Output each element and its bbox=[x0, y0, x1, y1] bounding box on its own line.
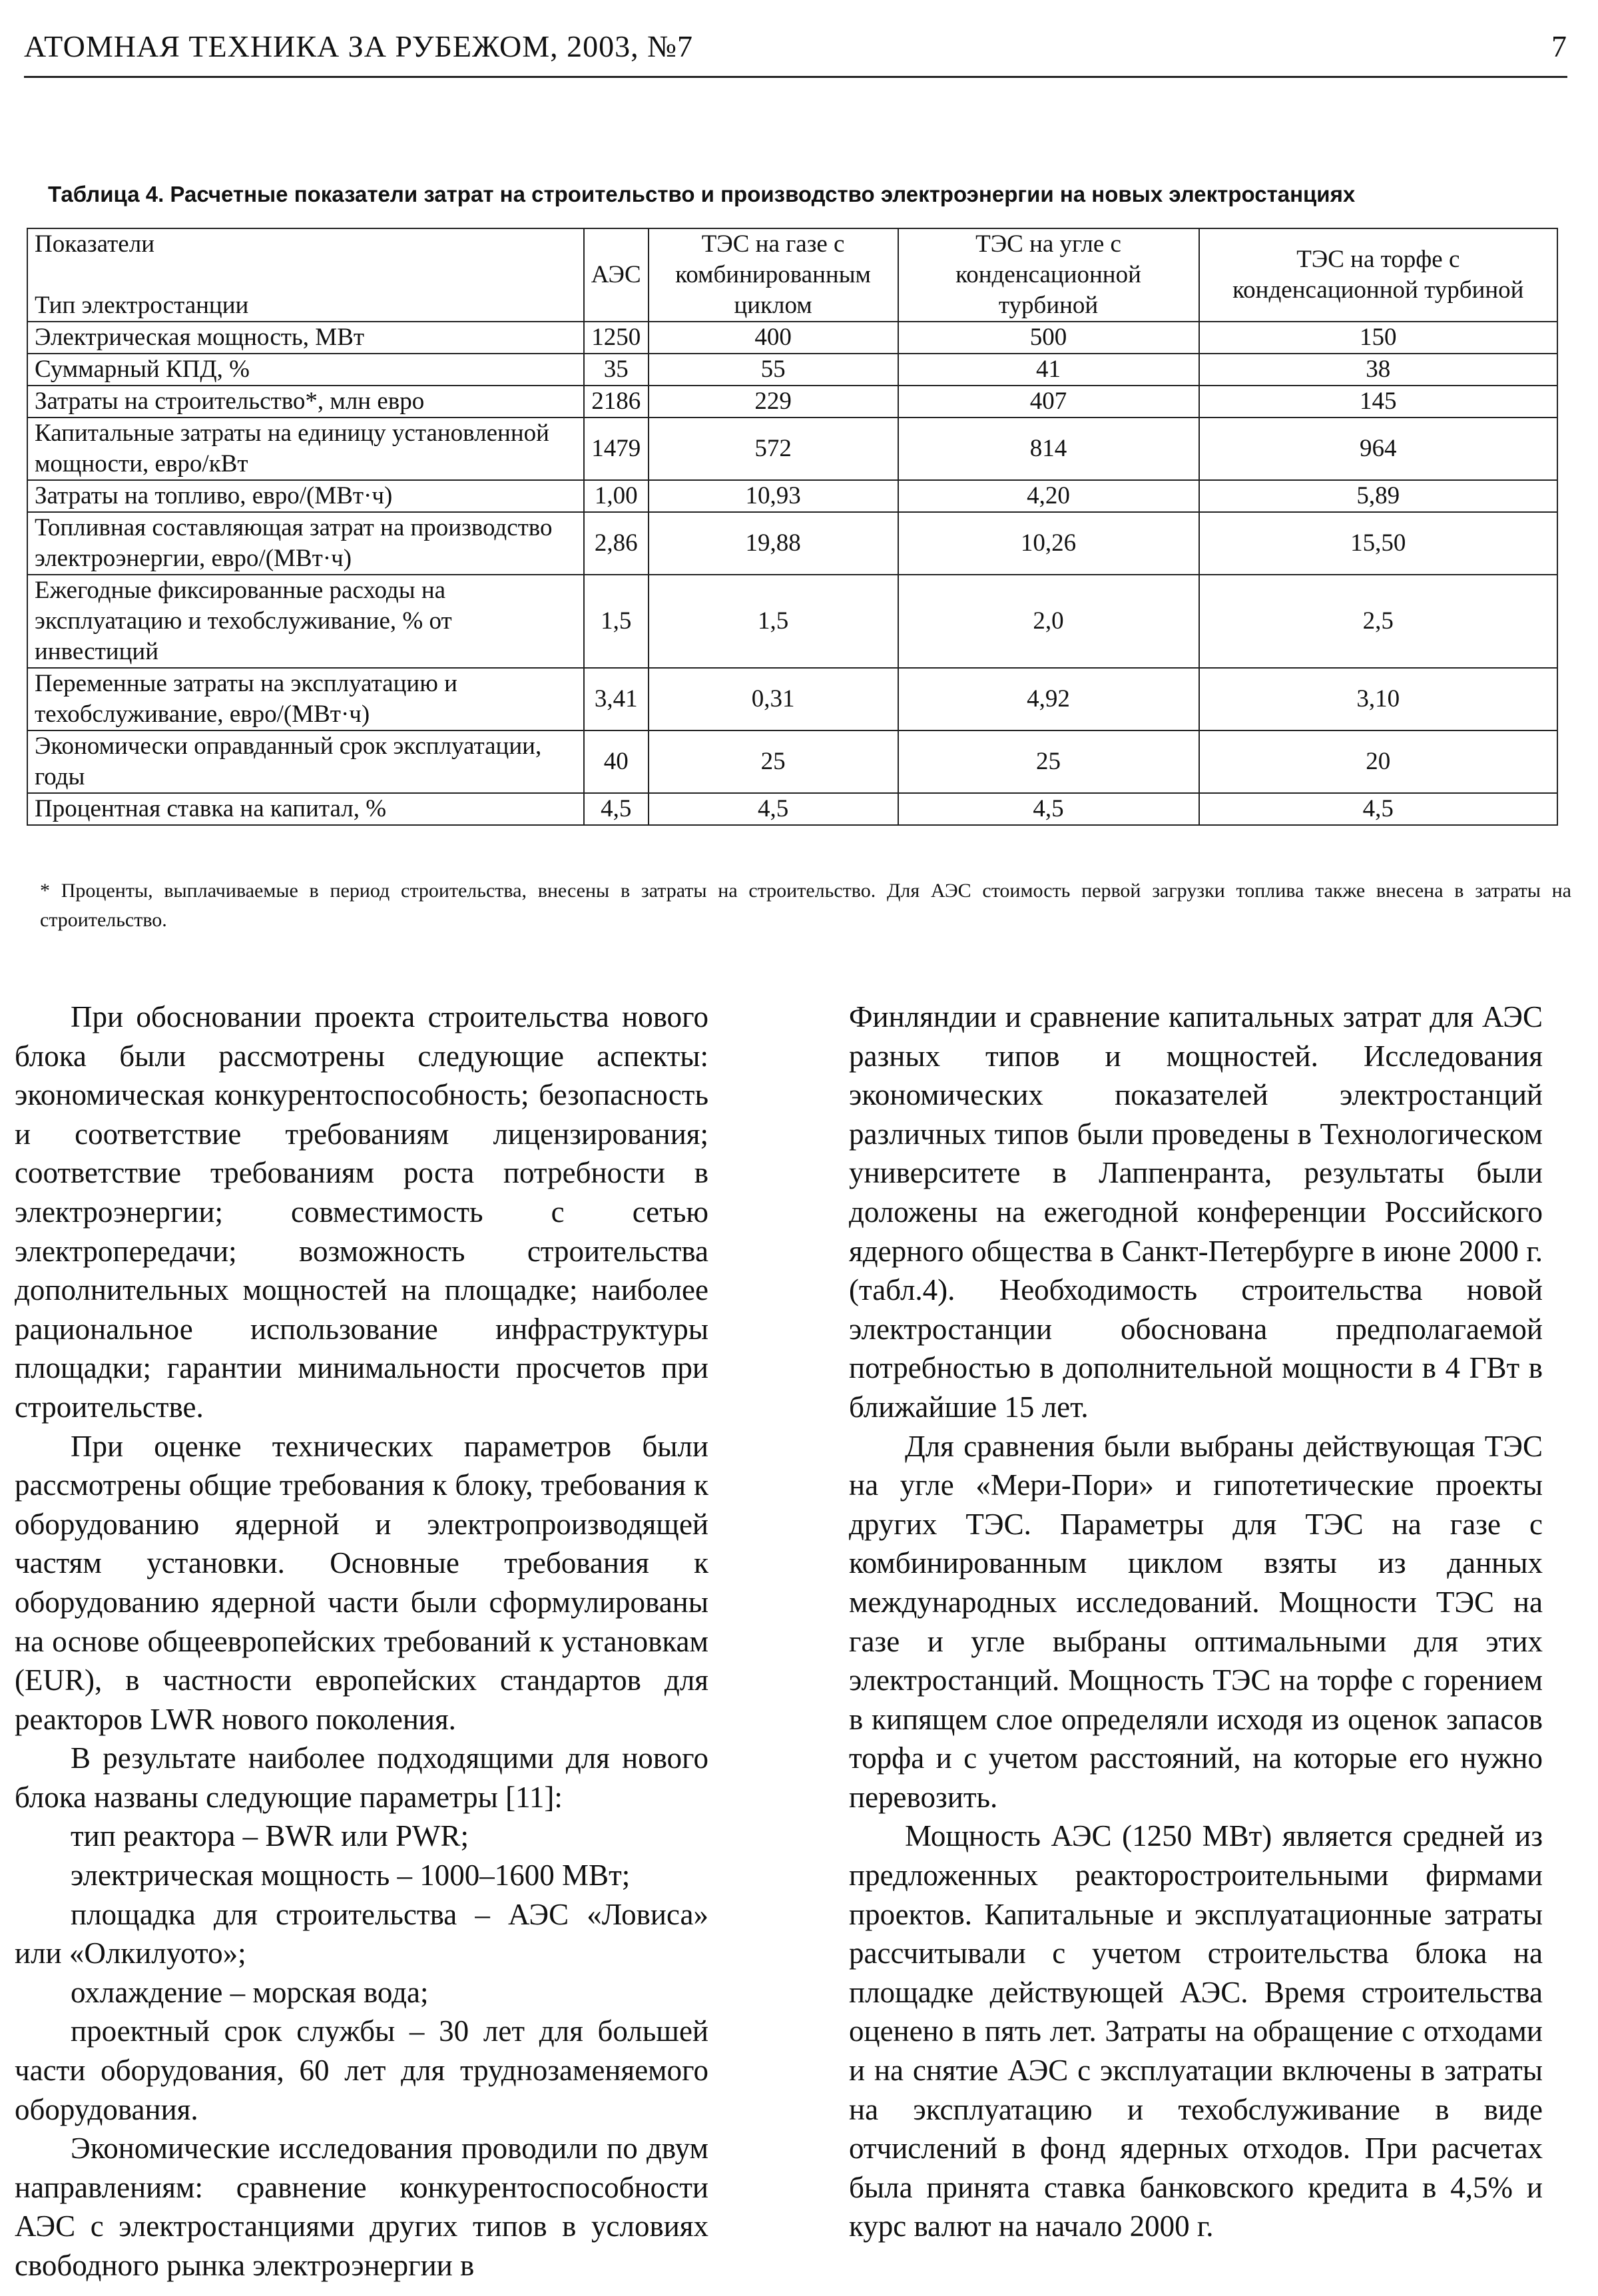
table-row bbox=[27, 512, 1557, 575]
header-plant-type-label: Тип электростанции bbox=[35, 292, 249, 319]
cell-npp: 40 bbox=[584, 730, 649, 793]
cell-peat: 4,5 bbox=[1199, 793, 1557, 825]
table-row bbox=[27, 322, 1557, 354]
cell-peat: 3,10 bbox=[1199, 668, 1557, 730]
cell-npp: 1250 bbox=[584, 322, 649, 354]
table-row bbox=[27, 354, 1557, 386]
cell-gas: 4,5 bbox=[649, 793, 898, 825]
cell-gas: 400 bbox=[649, 322, 898, 354]
cell-npp: 2186 bbox=[584, 386, 649, 418]
table-row bbox=[27, 418, 1557, 480]
table-row bbox=[27, 793, 1557, 825]
table-row bbox=[27, 575, 1557, 668]
running-header bbox=[24, 27, 1567, 67]
row-label: Затраты на топливо, евро/(МВт·ч) bbox=[27, 480, 584, 512]
paragraph: В результате наиболее подходящими для нового блока названы следующие параметры [11]: bbox=[15, 1741, 708, 1814]
table-row bbox=[27, 480, 1557, 512]
cell-npp: 1,5 bbox=[584, 575, 649, 668]
table-row bbox=[27, 386, 1557, 418]
row-label: Затраты на строительство*, млн евро bbox=[27, 386, 584, 418]
cell-peat: 15,50 bbox=[1199, 512, 1557, 575]
cell-peat: 5,89 bbox=[1199, 480, 1557, 512]
cell-gas: 10,93 bbox=[649, 480, 898, 512]
paragraph: При обосновании проекта строительства нового блока были рассмотрены следующие аспекты: экономическая конкурентоспособность; безопасность и соответствие требованиям лицензирования; соответствие требованиям роста потребности в электроэнергии; совместимость с сетью электропередачи; возможность строительства дополнительных мощностей на площадке; наиболее рациональное использование инфраструктуры площадки; гарантии минимальности просчетов при строительстве. bbox=[15, 1000, 708, 1424]
cell-coal: 4,5 bbox=[898, 793, 1199, 825]
paragraph: Мощность АЭС (1250 МВт) является средней из предложенных реакторостроительными фирмами проектов. Капитальные и эксплуатационные затраты рассчитывали с учетом строительства блока на площадке действующей АЭС. Время строительства оценено в пять лет. Затраты на обращение с отходами и на снятие АЭС с эксплуатации включены в затраты на эксплуатацию и техобслуживание в виде отчислений в фонд ядерных отходов. При расчетах была принята ставка банковского кредита в 4,5% и курс валют на начало 2000 г. bbox=[849, 1819, 1543, 2243]
cell-coal: 407 bbox=[898, 386, 1199, 418]
cell-coal: 10,26 bbox=[898, 512, 1199, 575]
list-item: охлаждение – морская вода; bbox=[71, 1975, 429, 2009]
page-number: 7 bbox=[1551, 29, 1567, 63]
cell-peat: 964 bbox=[1199, 418, 1557, 480]
cell-npp: 4,5 bbox=[584, 793, 649, 825]
cell-peat: 150 bbox=[1199, 322, 1557, 354]
cell-coal: 4,20 bbox=[898, 480, 1199, 512]
cell-npp: 1479 bbox=[584, 418, 649, 480]
row-label: Переменные затраты на эксплуатацию и техобслуживание, евро/(МВт·ч) bbox=[27, 668, 584, 730]
paragraph: Финляндии и сравнение капитальных затрат для АЭС разных типов и мощностей. Исследования экономических показателей электростанций различных типов были проведены в Технологическом университете в Лаппенранта, результаты были доложены на ежегодной конференции Российского ядерного общества в Санкт-Петербурге в июне 2000 г. (табл.4). Необходимость строительства новой электростанции обоснована предполагаемой потребностью в дополнительной мощности в 4 ГВт в ближайшие 15 лет. bbox=[849, 1000, 1543, 1424]
row-label: Суммарный КПД, % bbox=[27, 354, 584, 386]
list-item: тип реактора – BWR или PWR; bbox=[71, 1819, 469, 1853]
list-item: проектный срок службы – 30 лет для большей части оборудования, 60 лет для труднозаменяемого оборудования. bbox=[15, 2014, 708, 2126]
cell-gas: 1,5 bbox=[649, 575, 898, 668]
left-text-column bbox=[15, 998, 708, 2285]
table-title: Таблица 4. Расчетные показатели затрат на строительство и производство электроэнергии на новых электростанциях bbox=[48, 182, 1356, 206]
cell-peat: 2,5 bbox=[1199, 575, 1557, 668]
cell-npp: 3,41 bbox=[584, 668, 649, 730]
cell-gas: 0,31 bbox=[649, 668, 898, 730]
cell-coal: 814 bbox=[898, 418, 1199, 480]
paragraph: При оценке технических параметров были рассмотрены общие требования к блоку, требования к оборудованию ядерной и электропроизводящей частям установки. Основные требования к оборудованию ядерной части были сформулированы на основе общеевропейских требований к установкам (EUR), в частности европейских стандартов для реакторов LWR нового поколения. bbox=[15, 1429, 708, 1736]
row-label: Топливная составляющая затрат на производство электроэнергии, евро/(МВт·ч) bbox=[27, 512, 584, 575]
table-footnote: * Проценты, выплачиваемые в период строительства, внесены в затраты на строительство. Для АЭС стоимость первой загрузки топлива также внесена в затраты на строительство. bbox=[40, 880, 1571, 931]
paragraph: Для сравнения были выбраны действующая ТЭС на угле «Мери-Пори» и гипотетические проекты других ТЭС. Параметры для ТЭС на газе с комбинированным циклом взяты из данных международных исследований. Мощности ТЭС на газе и угле выбраны оптимальными для этих электростанций. Мощность ТЭС на торфе с горением в кипящем слое определяли исходя из оценок запасов торфа и с учетом расстояний, на которые его нужно перевозить. bbox=[849, 1429, 1543, 1814]
table-row bbox=[27, 730, 1557, 793]
header-row-label bbox=[27, 228, 584, 322]
header-col-gas: ТЭС на газе с комбинированным циклом bbox=[649, 228, 898, 322]
header-rule bbox=[24, 76, 1567, 78]
cell-peat: 145 bbox=[1199, 386, 1557, 418]
cell-gas: 55 bbox=[649, 354, 898, 386]
row-label: Ежегодные фиксированные расходы на эксплуатацию и техобслуживание, % от инвестиций bbox=[27, 575, 584, 668]
cell-npp: 1,00 bbox=[584, 480, 649, 512]
cell-gas: 572 bbox=[649, 418, 898, 480]
cell-coal: 25 bbox=[898, 730, 1199, 793]
header-col-npp: АЭС bbox=[584, 228, 649, 322]
cell-peat: 38 bbox=[1199, 354, 1557, 386]
table-row bbox=[27, 668, 1557, 730]
row-label: Процентная ставка на капитал, % bbox=[27, 793, 584, 825]
header-col-coal: ТЭС на угле с конденсационной турбиной bbox=[898, 228, 1199, 322]
right-text-column bbox=[849, 998, 1543, 2246]
cell-peat: 20 bbox=[1199, 730, 1557, 793]
cell-coal: 2,0 bbox=[898, 575, 1199, 668]
cell-gas: 229 bbox=[649, 386, 898, 418]
cell-coal: 4,92 bbox=[898, 668, 1199, 730]
cell-npp: 35 bbox=[584, 354, 649, 386]
paragraph: Экономические исследования проводили по двум направлениям: сравнение конкурентоспособности АЭС с электростанциями других типов в условиях свободного рынка электроэнергии в bbox=[15, 2132, 708, 2282]
row-label: Капитальные затраты на единицу установленной мощности, евро/кВт bbox=[27, 418, 584, 480]
cost-table bbox=[27, 228, 1558, 826]
cell-coal: 41 bbox=[898, 354, 1199, 386]
list-item: площадка для строительства – АЭС «Ловиса» или «Олкилуото»; bbox=[15, 1897, 708, 1970]
cell-gas: 25 bbox=[649, 730, 898, 793]
cell-npp: 2,86 bbox=[584, 512, 649, 575]
list-item: электрическая мощность – 1000–1600 МВт; bbox=[71, 1859, 631, 1892]
table-header-row bbox=[27, 228, 1557, 322]
row-label: Электрическая мощность, МВт bbox=[27, 322, 584, 354]
header-indicators-label: Показатели bbox=[35, 230, 154, 258]
cell-coal: 500 bbox=[898, 322, 1199, 354]
header-col-peat: ТЭС на торфе с конденсационной турбиной bbox=[1199, 228, 1557, 322]
cell-gas: 19,88 bbox=[649, 512, 898, 575]
row-label: Экономически оправданный срок эксплуатации, годы bbox=[27, 730, 584, 793]
journal-title: АТОМНАЯ ТЕХНИКА ЗА РУБЕЖОМ, 2003, №7 bbox=[24, 29, 694, 63]
